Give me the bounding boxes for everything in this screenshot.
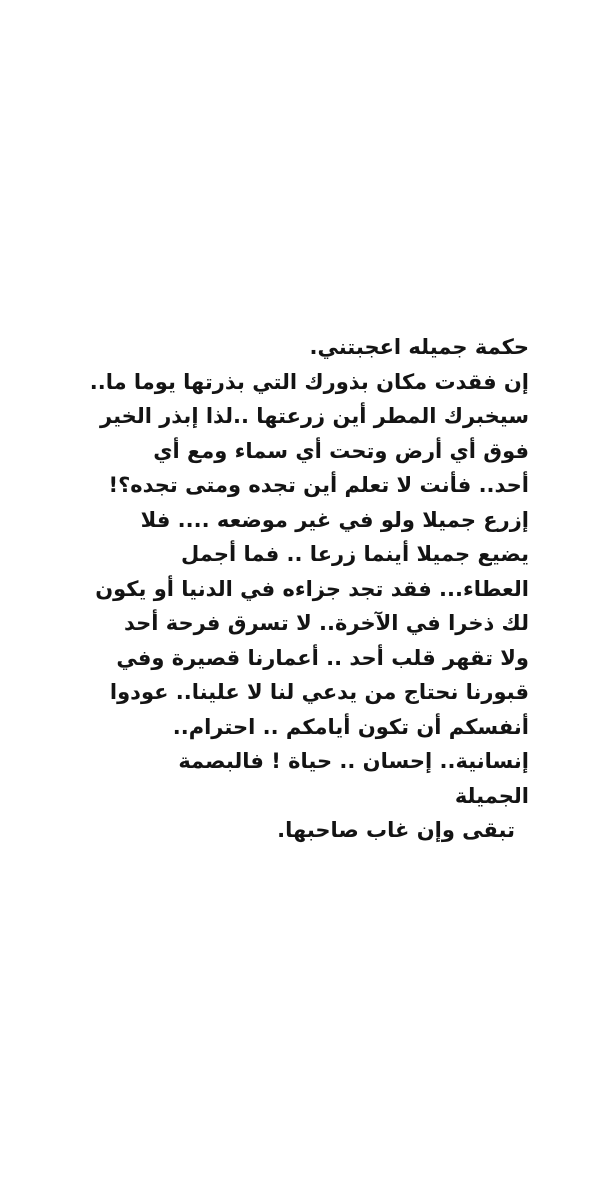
quote-line: لك ذخرا في الآخرة.. لا تسرق فرحة أحد xyxy=(123,611,529,635)
quote-line: ولا تقهر قلب أحد .. أعمارنا قصيرة وفي xyxy=(116,645,529,670)
quote-line: أحد.. فأنت لا تعلم أين تجده ومتى تجده؟! xyxy=(108,473,529,497)
quote-line: فوق أي أرض وتحت أي سماء ومع أي xyxy=(153,438,529,463)
quote-line: أنفسكم أن تكون أيامكم .. احترام.. xyxy=(172,714,529,739)
quote-line: العطاء... فقد تجد جزاءه في الدنيا أو يكون xyxy=(95,576,529,601)
quote-line: سيخبرك المطر أين زرعتها ..لذا إبذر الخير xyxy=(100,404,529,428)
quote-line: إزرع جميلا ولو في غير موضعه .... فلا xyxy=(140,507,529,532)
quote-line-closing: تبقى وإن غاب صاحبها. xyxy=(277,818,515,842)
quote-line: قبورنا نحتاج من يدعي لنا لا علينا.. عودوا xyxy=(109,680,529,704)
quote-line: يضيع جميلا أينما زرعا .. فما أجمل xyxy=(181,542,529,566)
quote-line: إن فقدت مكان بذورك التي بذرتها يوما ما.. xyxy=(89,369,529,394)
quote-line: الجميلة xyxy=(454,783,529,808)
quote-text-block xyxy=(69,330,529,848)
quote-line-title: حكمة جميله اعجبتني. xyxy=(309,335,529,359)
quote-line: إنسانية.. إحسان .. حياة ! فالبصمة xyxy=(178,749,529,773)
